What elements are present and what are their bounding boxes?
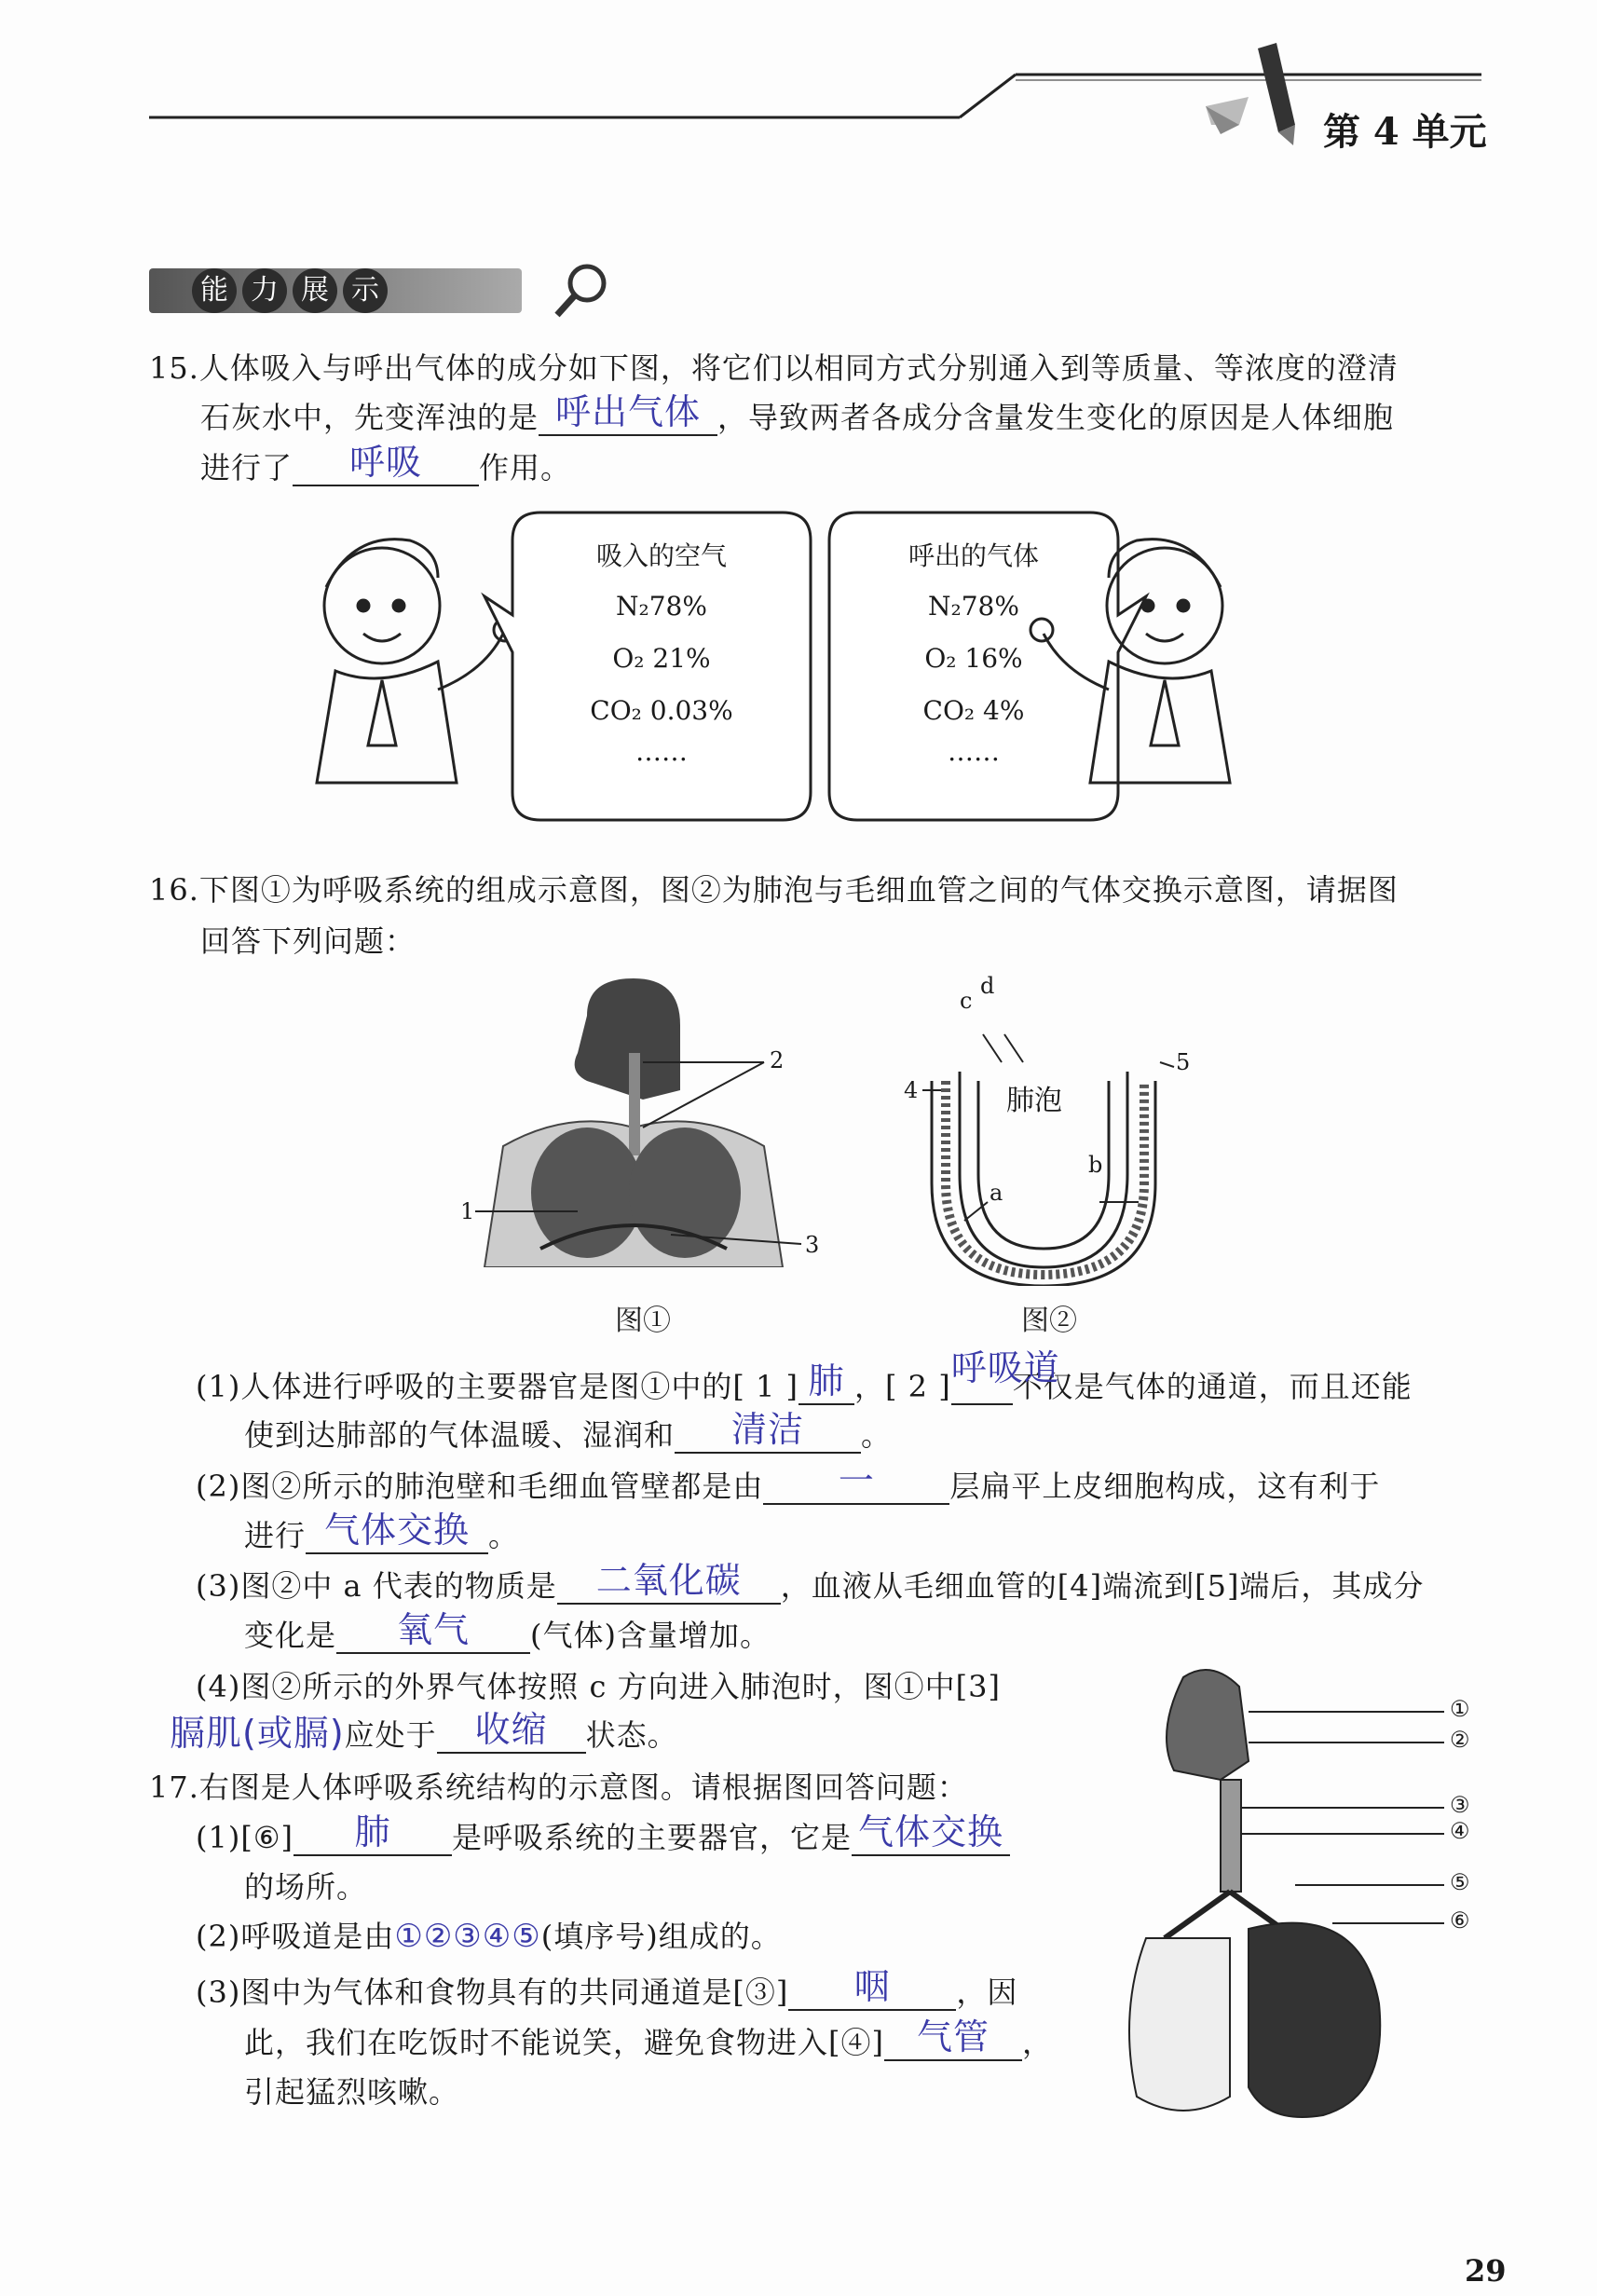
fig2-label-b: b — [1088, 1152, 1103, 1178]
q15-line3: 进行了 呼吸 作用。 — [200, 442, 572, 485]
answer-blank — [293, 1811, 452, 1856]
section-badge — [149, 261, 615, 321]
q17-p3-line2: 此，我们在吃饭时不能说笑，避免食物进入[④] 气管 ， — [244, 2016, 1053, 2060]
fig1-label-1: 1 — [460, 1198, 475, 1224]
answer-text: 呼出气体 — [555, 391, 702, 432]
q15-line2: 石灰水中，先变浑浊的是 呼出气体 ，导致两者各成分含量发生变化的原因是人体细胞 — [200, 391, 1395, 435]
answer-blank — [336, 1609, 530, 1654]
answer-blank — [675, 1409, 861, 1454]
answer-text: 肺 — [808, 1360, 845, 1401]
q16-p3-line2: 变化是 氧气 (气体)含量增加。 — [244, 1609, 771, 1653]
answer-text: 咽 — [853, 1966, 891, 2007]
q15-figure — [298, 503, 1249, 857]
fig1-label-2: 2 — [770, 1047, 785, 1073]
fig2-label-5: 5 — [1176, 1049, 1191, 1075]
exhaled-co2: CO₂ 4% — [922, 695, 1025, 726]
fig2-caption: 图② — [1021, 1305, 1077, 1337]
q16-p1-line1: (1)人体进行呼吸的主要器官是图①中的[ 1 ] 肺 ，[ 2 ] 呼吸道 不仅是气体的通道，而且还能 — [196, 1347, 1413, 1404]
q17-p3-line3: 引起猛烈咳嗽。 — [244, 2074, 460, 2110]
badge-char: 示 — [343, 268, 388, 313]
answer-text: 肺 — [354, 1811, 391, 1852]
pencil-icon — [1202, 41, 1304, 153]
fig2-label-4: 4 — [904, 1077, 919, 1103]
fig2-label-a: a — [990, 1180, 1003, 1206]
boy-left-icon — [317, 540, 516, 783]
q15-line1: 15.人体吸入与呼出气体的成分如下图，将它们以相同方式分别通入到等质量、等浓度的澄清 — [149, 350, 1399, 386]
exhaled-o2: O₂ 16% — [924, 643, 1023, 674]
q16-p3-line1: (3)图②中 a 代表的物质是 二氧化碳 ，血液从毛细血管的[4]端流到[5]端后，其成分 — [196, 1560, 1425, 1604]
answer-text: ①②③④⑤ — [394, 1918, 541, 1955]
answer-blank — [788, 1966, 956, 2011]
q16-p2-line1: (2)图②所示的肺泡壁和毛细血管壁都是由 一 层扁平上皮细胞构成，这有利于 — [196, 1460, 1381, 1504]
answer-text: 氧气 — [397, 1609, 471, 1650]
inhaled-o2: O₂ 21% — [612, 643, 711, 674]
fig1-caption: 图① — [615, 1305, 671, 1337]
q17-label-6: ⑥ — [1450, 1907, 1470, 1934]
answer-text: 二氧化碳 — [595, 1560, 742, 1601]
q16-p4-line1: (4)图②所示的外界气体按照 c 方向进入肺泡时，图①中[3] — [196, 1669, 1001, 1704]
fig2-alveolus — [894, 969, 1193, 1286]
answer-text: 呼吸道 — [950, 1347, 1060, 1388]
q17-label-4: ④ — [1450, 1818, 1470, 1844]
answer-text: 清洁 — [731, 1409, 805, 1450]
q17-p3-line1: (3)图中为气体和食物具有的共同通道是[③] 咽 ，因 — [196, 1966, 1018, 2010]
fig1-leaders — [447, 978, 839, 1267]
exhaled-title: 呼出的气体 — [908, 540, 1039, 571]
answer-blank — [763, 1460, 949, 1505]
q16-p1-line2: 使到达肺部的气体温暖、湿润和 清洁 。 — [244, 1409, 893, 1453]
fig2-label-c: c — [960, 988, 973, 1014]
q17-label-2: ② — [1450, 1727, 1470, 1753]
unit-title: 第 4 单元 — [1323, 110, 1487, 154]
q17-p1-line1: (1)[⑥] 肺 是呼吸系统的主要器官，它是 气体交换 — [196, 1819, 1010, 1856]
answer-text: 气管 — [916, 2016, 990, 2057]
answer-text: 收缩 — [474, 1709, 548, 1750]
inhaled-title: 吸入的空气 — [595, 540, 727, 571]
page-number: 29 — [1465, 2253, 1507, 2289]
answer-blank — [884, 2016, 1022, 2061]
q17-line1: 17.右图是人体呼吸系统结构的示意图。请根据图回答问题： — [149, 1770, 968, 1805]
answer-blank — [557, 1560, 781, 1605]
badge-char: 展 — [293, 268, 337, 313]
answer-text: 气体交换 — [324, 1510, 471, 1551]
answer-blank — [950, 1347, 1060, 1405]
answer-text: 气体交换 — [857, 1811, 1003, 1852]
fig1-label-3: 3 — [805, 1232, 820, 1258]
q16-p4-line2: 膈肌(或膈)应处于 收缩 状态。 — [170, 1709, 678, 1754]
badge-char: 力 — [242, 268, 287, 313]
badge-char: 能 — [192, 268, 237, 313]
inhaled-co2: CO₂ 0.03% — [590, 695, 733, 726]
exhaled-more: …… — [948, 736, 1000, 767]
answer-blank — [437, 1709, 586, 1754]
fig2-label-d: d — [980, 973, 995, 999]
magnifier-icon — [550, 261, 615, 324]
q17-p1-line2: 的场所。 — [244, 1869, 368, 1905]
exhaled-n2: N₂78% — [928, 591, 1019, 622]
fig2-label-alveolus: 肺泡 — [1006, 1085, 1062, 1117]
answer-text: 一 — [838, 1460, 875, 1501]
exhaled-box — [839, 540, 1109, 768]
q16-line1: 16.下图①为呼吸系统的组成示意图，图②为肺泡与毛细血管之间的气体交换示意图，请据图 — [149, 872, 1399, 908]
q17-p2-line: (2)呼吸道是由①②③④⑤(填序号)组成的。 — [196, 1918, 782, 1955]
q17-label-5: ⑤ — [1450, 1869, 1470, 1895]
answer-blank — [539, 391, 717, 436]
q17-label-3: ③ — [1450, 1792, 1470, 1818]
q17-respiratory-figure — [1109, 1659, 1481, 2134]
inhaled-more: …… — [635, 736, 688, 767]
q17-label-1: ① — [1450, 1696, 1470, 1722]
inhaled-box — [522, 540, 801, 768]
q16-p2-line2: 进行 气体交换 。 — [244, 1510, 520, 1553]
answer-blank — [852, 1811, 1010, 1856]
answer-text: 呼吸 — [349, 442, 423, 483]
q16-line2: 回答下列问题： — [200, 923, 416, 959]
inhaled-n2: N₂78% — [616, 591, 707, 622]
answer-blank — [798, 1360, 854, 1405]
answer-text: 膈肌(或膈) — [170, 1713, 345, 1754]
